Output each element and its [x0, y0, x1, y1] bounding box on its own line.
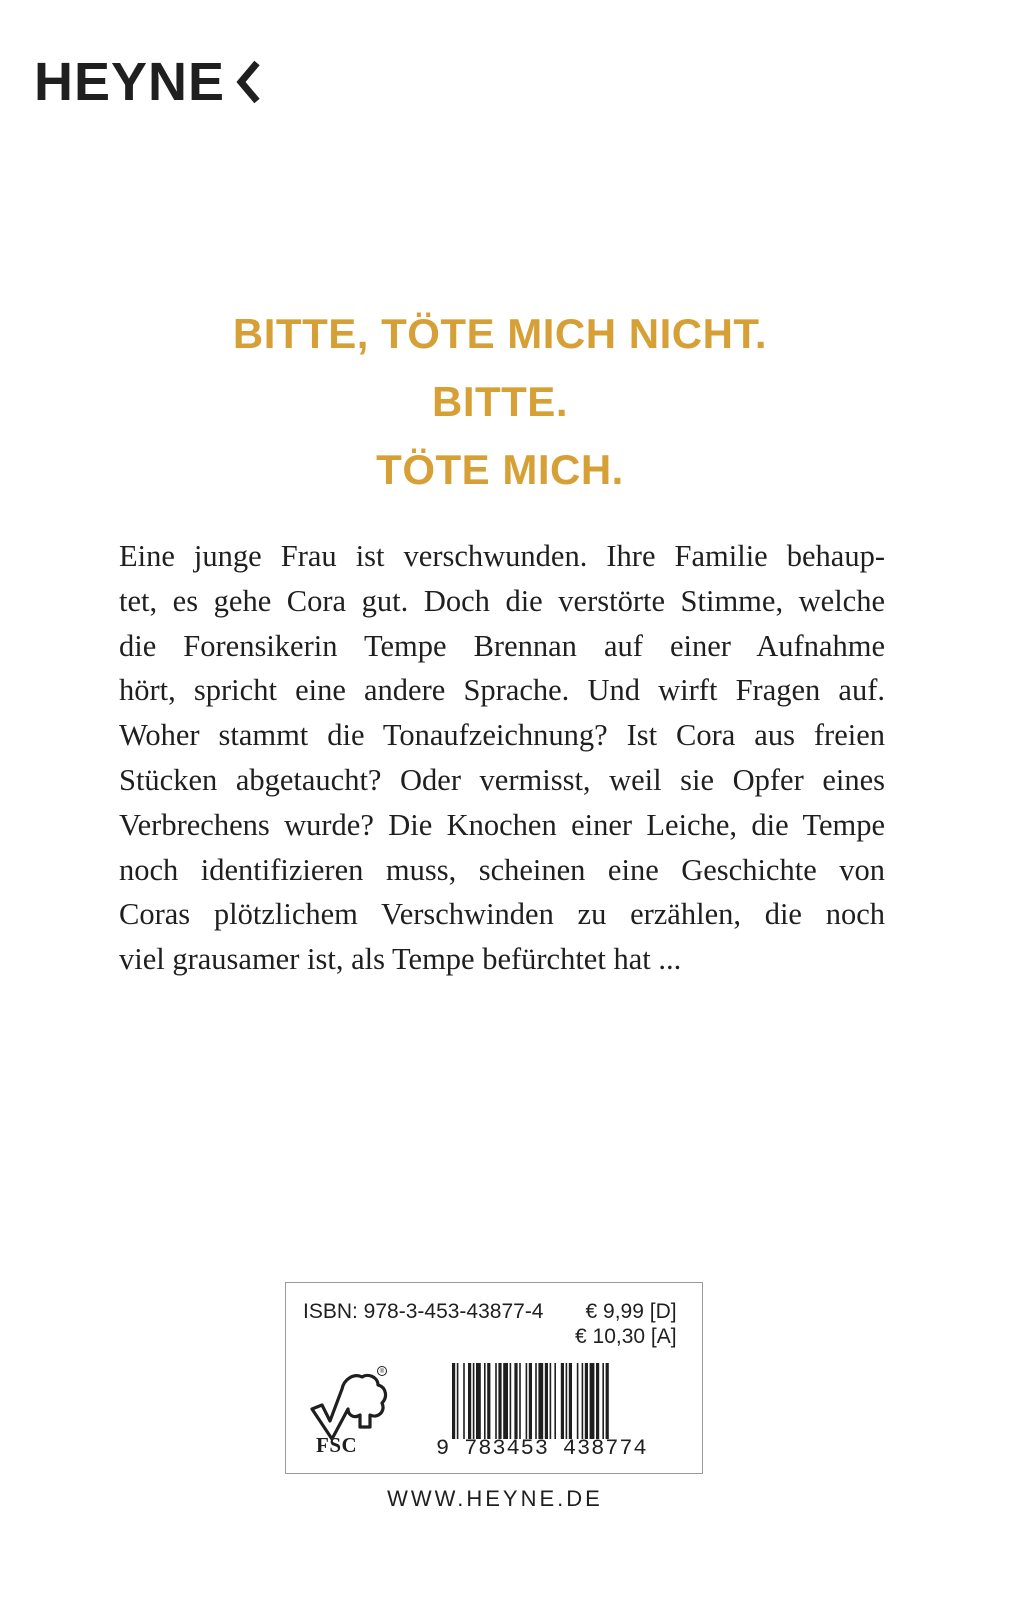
barcode-bar	[529, 1363, 532, 1439]
barcode-bar	[514, 1363, 517, 1439]
publisher-logo	[34, 52, 261, 112]
barcode-bar	[602, 1363, 604, 1439]
website-url[interactable]: WWW.HEYNE.DE	[387, 1486, 603, 1511]
barcode-bar	[577, 1363, 579, 1439]
barcode-bar	[498, 1363, 501, 1439]
barcode-bar	[457, 1363, 459, 1439]
barcode-bar	[566, 1363, 568, 1439]
barcode-bar	[569, 1363, 572, 1439]
barcode-bar	[476, 1363, 481, 1439]
barcode-bar	[452, 1363, 455, 1439]
blurb-line: Woher stammt die Tonaufzeichnung? Ist Cora aus freien	[119, 718, 885, 753]
barcode-bar	[561, 1363, 564, 1439]
blurb-line: tet, es gehe Cora gut. Doch die verstörte Stimme, welche	[119, 583, 885, 618]
barcode-bar	[545, 1363, 548, 1439]
tagline-line: TÖTE MICH.	[376, 446, 624, 493]
barcode-bar	[590, 1363, 595, 1439]
barcode	[452, 1363, 680, 1439]
blurb-line: Eine junge Frau ist verschwunden. Ihre Familie behaup-	[119, 539, 885, 573]
barcode-digits: 9 783453 438774	[436, 1436, 648, 1461]
barcode-bar	[463, 1363, 465, 1439]
barcode-bar	[468, 1363, 471, 1439]
blurb-line: Stücken abgetaucht? Oder vermisst, weil sie Opfer eines	[119, 762, 885, 797]
isbn-number: ISBN: 978-3-453-43877-4	[303, 1300, 544, 1323]
barcode-bar	[550, 1363, 552, 1439]
blurb-line: die Forensikerin Tempe Brennan auf einer Aufnahme	[119, 628, 885, 663]
barcode-bar	[487, 1363, 490, 1439]
barcode-bar	[503, 1363, 508, 1439]
barcode-bar	[526, 1363, 528, 1439]
price-austria: € 10,30 [A]	[575, 1325, 677, 1348]
registered-mark: ®	[379, 1369, 385, 1376]
blurb-line: Coras plötzlichem Verschwinden zu erzählen, die noch	[119, 897, 885, 932]
chevron-left-icon	[235, 60, 261, 104]
barcode-bar	[495, 1363, 497, 1439]
blurb-line: hört, spricht eine andere Sprache. Und wirft Fragen auf.	[119, 673, 885, 708]
publisher-name: HEYNE	[34, 52, 226, 112]
tagline-line: BITTE.	[432, 378, 568, 425]
price-block	[575, 1299, 677, 1349]
blurb-line: Verbrechens wurde? Die Knochen einer Leiche, die Tempe	[119, 807, 885, 842]
barcode-bar	[538, 1363, 543, 1439]
blurb-text	[119, 534, 885, 982]
tagline	[0, 300, 1000, 504]
blurb-line: viel grausamer ist, als Tempe befürchtet hat ...	[119, 942, 682, 977]
barcode-bar	[484, 1363, 486, 1439]
fsc-label: FSC	[316, 1433, 358, 1457]
barcode-bar	[554, 1363, 556, 1439]
barcode-bar	[585, 1363, 588, 1439]
price-germany: € 9,99 [D]	[585, 1300, 677, 1323]
barcode-bar	[473, 1363, 475, 1439]
tagline-line: BITTE, TÖTE MICH NICHT.	[232, 310, 768, 357]
barcode-bar	[535, 1363, 537, 1439]
barcode-bar	[510, 1363, 512, 1439]
blurb-line: noch identifizieren muss, scheinen eine Geschichte von	[119, 852, 885, 887]
barcode-bar	[519, 1363, 521, 1439]
barcode-bar	[582, 1363, 584, 1439]
isbn-box	[285, 1282, 703, 1474]
barcode-bar	[596, 1363, 599, 1439]
barcode-bar	[606, 1363, 609, 1439]
